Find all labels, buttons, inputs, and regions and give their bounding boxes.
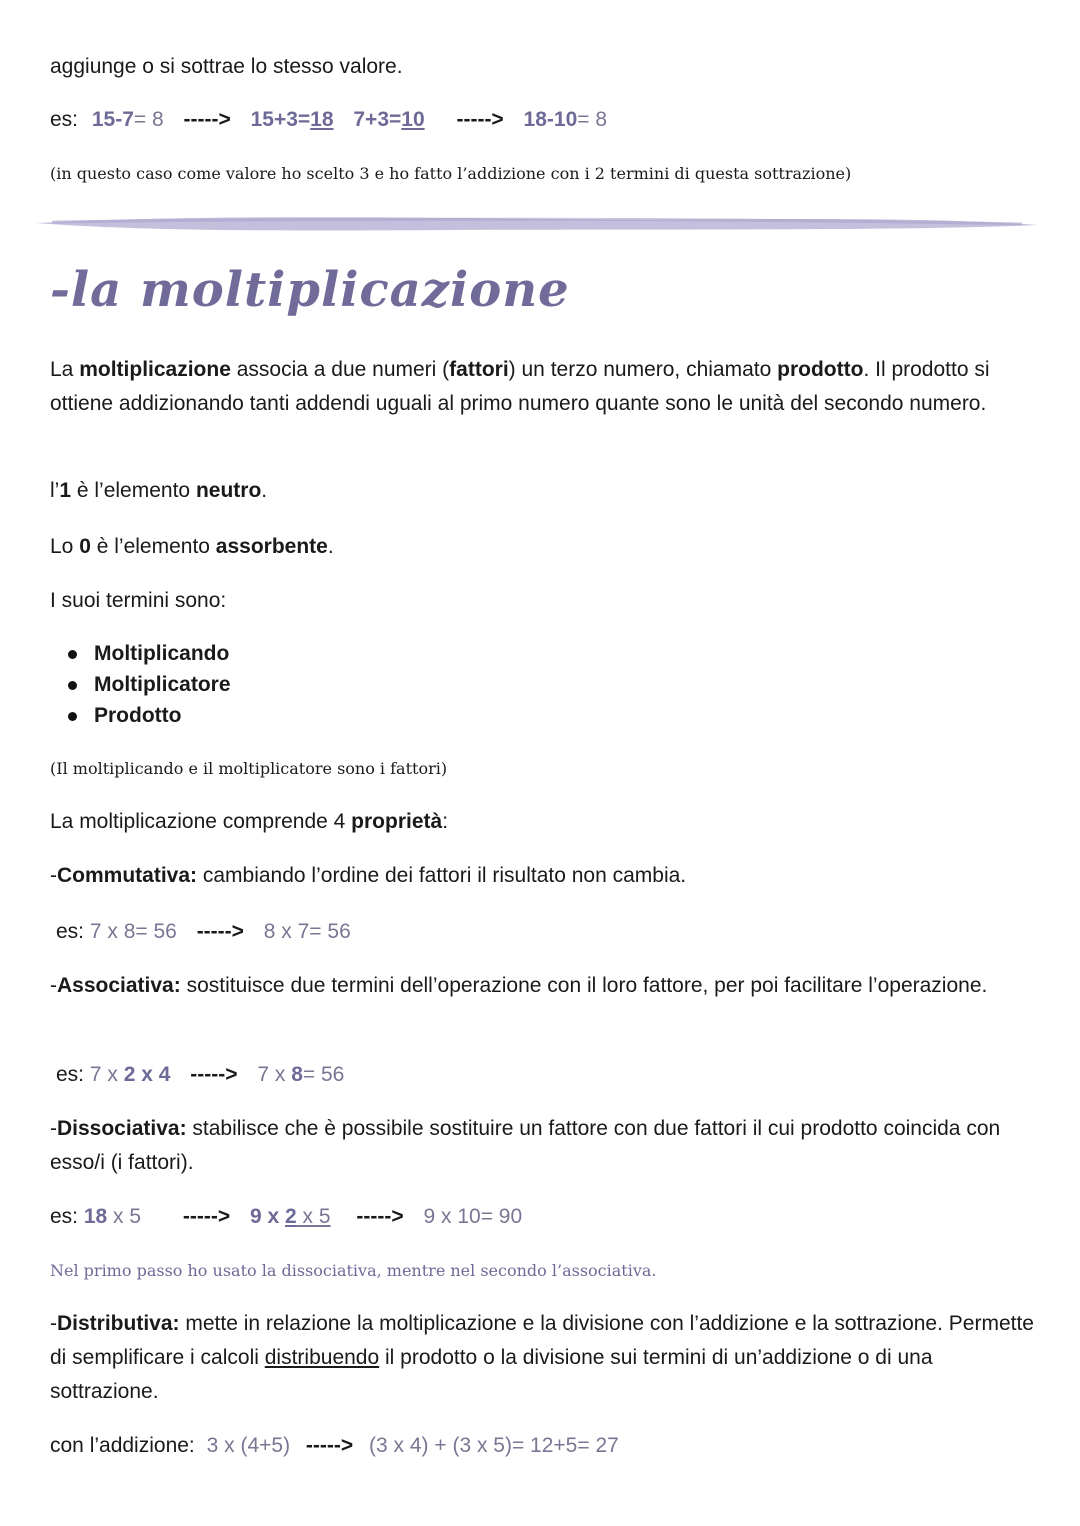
expr-7-3-result: 10 bbox=[401, 108, 425, 131]
text: mette in relazione la moltiplicazione e la divisione con l’addizione e la sottrazione. Permette di semplificare i calcoli bbox=[50, 1312, 1034, 1369]
expression-bold: 2 bbox=[285, 1205, 297, 1228]
term-proprieta: proprietà bbox=[351, 810, 443, 833]
arrow: -----> bbox=[183, 108, 231, 131]
text: - bbox=[50, 1117, 57, 1140]
note-subtraction: (in questo caso come valore ho scelto 3 e ho fatto l’addizione con i 2 termini di questa sottrazione) bbox=[50, 164, 852, 183]
property-name: Associativa: bbox=[57, 974, 181, 997]
number-1: 1 bbox=[59, 479, 72, 502]
expression: 7 x bbox=[257, 1063, 292, 1086]
expression: (3 x 4) + (3 x 5)= 12+5= 27 bbox=[369, 1434, 619, 1457]
dissociativa-example bbox=[50, 1200, 522, 1234]
expr-18-10-result: = 8 bbox=[577, 108, 608, 131]
expression: 7 x 8= 56 bbox=[89, 920, 177, 943]
expression-bold: 18 bbox=[83, 1205, 108, 1228]
text: stabilisce che è possibile sostituire un fattore con due fattori il cui prodotto coincida con esso/i (i fattori). bbox=[50, 1117, 1001, 1174]
example-prefix: es: bbox=[56, 920, 85, 943]
associativa-definition bbox=[50, 969, 1035, 1003]
text: - bbox=[50, 974, 57, 997]
text: . Il prodotto si ottiene addizionando tanti addendi uguali al primo numero quante sono le unità del secondo numero. bbox=[50, 358, 990, 415]
example-prefix: es: bbox=[50, 108, 79, 131]
term-neutro: neutro bbox=[195, 479, 262, 502]
term-assorbente: assorbente bbox=[215, 535, 328, 558]
term-prodotto: prodotto bbox=[777, 358, 864, 381]
term-fattori: fattori bbox=[449, 358, 509, 381]
text: è l’elemento bbox=[90, 535, 216, 558]
text: . bbox=[261, 479, 268, 502]
distributiva-example bbox=[50, 1429, 619, 1463]
number-0: 0 bbox=[79, 535, 91, 558]
text: - bbox=[50, 864, 57, 887]
example-prefix: con l’addizione: bbox=[50, 1434, 195, 1457]
text: associa a due numeri ( bbox=[230, 358, 450, 381]
expression: x 5 bbox=[107, 1205, 142, 1228]
underlined-word: distribuendo bbox=[264, 1346, 380, 1369]
expr-15-7-result: = 8 bbox=[133, 108, 164, 131]
example-prefix: es: bbox=[50, 1205, 79, 1228]
terms-list bbox=[50, 638, 231, 731]
expression: 7 x bbox=[89, 1063, 124, 1086]
note-steps: Nel primo passo ho usato la dissociativa, mentre nel secondo l’associativa. bbox=[50, 1261, 657, 1280]
intro-line bbox=[50, 50, 403, 84]
neutral-element-line bbox=[50, 474, 267, 508]
text: sostituisce due termini dell’operazione con il loro fattore, per poi facilitare l’operazione. bbox=[180, 974, 988, 997]
expression: 8 x 7= 56 bbox=[263, 920, 351, 943]
expression-bold: 8 bbox=[291, 1063, 303, 1086]
list-item: Moltiplicatore bbox=[50, 669, 231, 700]
expr-18-10: 18-10 bbox=[523, 108, 578, 131]
text: cambiando l’ordine dei fattori il risultato non cambia. bbox=[197, 864, 687, 887]
expr-15-7: 15-7 bbox=[91, 108, 134, 131]
text: . bbox=[327, 535, 334, 558]
text: ) un terzo numero, chiamato bbox=[508, 358, 778, 381]
text: - bbox=[50, 1312, 57, 1335]
arrow: -----> bbox=[196, 920, 244, 943]
text: il prodotto o la divisione sui termini di un’addizione o di una sottrazione. bbox=[50, 1346, 933, 1403]
expression: = 56 bbox=[302, 1063, 345, 1086]
expression: x 5 bbox=[296, 1205, 331, 1228]
properties-intro bbox=[50, 805, 448, 839]
commutativa-definition bbox=[50, 859, 686, 893]
arrow: -----> bbox=[182, 1205, 231, 1228]
commutativa-example bbox=[56, 915, 351, 949]
associativa-example bbox=[56, 1058, 344, 1092]
divider-brush-stroke bbox=[32, 205, 1042, 239]
text: : bbox=[442, 810, 449, 833]
text: La moltiplicazione comprende 4 bbox=[50, 810, 352, 833]
list-item: Moltiplicando bbox=[50, 638, 231, 669]
note-factors: (Il moltiplicando e il moltiplicatore sono i fattori) bbox=[50, 759, 448, 778]
expression-bold: 9 x bbox=[250, 1205, 286, 1228]
expr-15-3: 15+3= bbox=[250, 108, 311, 131]
term-moltiplicazione: moltiplicazione bbox=[79, 358, 231, 381]
expression: 9 x 10= 90 bbox=[423, 1205, 523, 1228]
arrow: -----> bbox=[190, 1063, 238, 1086]
dissociativa-definition bbox=[50, 1112, 1035, 1180]
example-prefix: es: bbox=[56, 1063, 85, 1086]
text: La bbox=[50, 358, 80, 381]
absorbing-element-line bbox=[50, 530, 334, 564]
expr-7-3: 7+3= bbox=[353, 108, 402, 131]
arrow: -----> bbox=[305, 1434, 354, 1457]
example-subtraction bbox=[50, 103, 607, 137]
definition-paragraph bbox=[50, 353, 1035, 421]
text: è l’elemento bbox=[71, 479, 196, 502]
arrow: -----> bbox=[356, 1205, 404, 1228]
terms-intro: I suoi termini sono: bbox=[50, 589, 227, 612]
distributiva-definition bbox=[50, 1307, 1040, 1409]
intro-text: aggiunge o si sottrae lo stesso valore. bbox=[50, 55, 403, 78]
text: Lo bbox=[50, 535, 80, 558]
text: l’ bbox=[50, 479, 60, 502]
property-name: Commutativa: bbox=[57, 864, 198, 887]
expr-15-3-result: 18 bbox=[310, 108, 334, 131]
expression-bold: 2 x 4 bbox=[123, 1063, 171, 1086]
expression: 3 x (4+5) bbox=[206, 1434, 291, 1457]
property-name: Distributiva: bbox=[57, 1312, 180, 1335]
property-name: Dissociativa: bbox=[57, 1117, 187, 1140]
list-item: Prodotto bbox=[50, 700, 231, 731]
arrow: -----> bbox=[456, 108, 504, 131]
section-title: -la moltiplicazione bbox=[50, 262, 570, 318]
